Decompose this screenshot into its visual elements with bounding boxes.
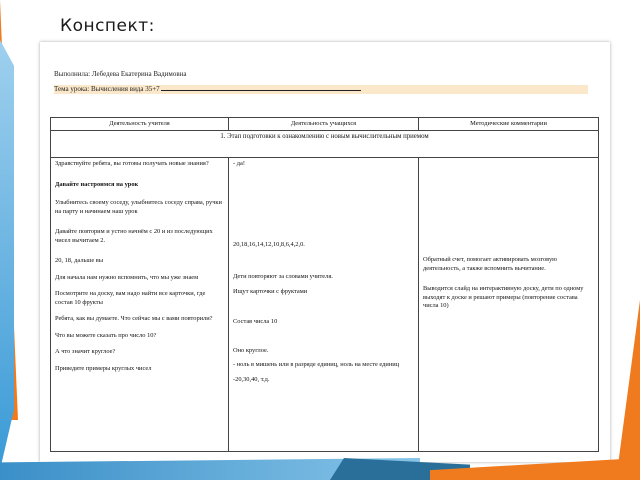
comment-item: Выводится слайд на интерактивную доску, дети по одному выходят к доске и решают примеры (повторение состава числа 10) [423, 285, 584, 309]
topic-line [54, 85, 588, 94]
header-comments: Методические комментарии [419, 118, 599, 131]
students-cell [229, 158, 419, 452]
document-page [40, 42, 610, 462]
student-item: Состав числа 10 [233, 318, 278, 325]
comment-item: Обратный счет, помогает активировать мозговую деятельность, а также вспомнить вычитание. [423, 256, 557, 272]
student-item: -20,30,40, т.д. [233, 375, 270, 383]
teacher-item: Улыбнитесь своему соседу, улыбнитесь соседу справа, ручки на парту и начинаем наш урок [55, 199, 222, 215]
student-item: 20,18,16,14,12,10,8,6,4,2,0. [233, 240, 305, 248]
teacher-item: Приведите примеры круглых чисел [55, 364, 152, 372]
stage-title: 1. Этап подготовки к ознакомлению с новым вычислительным приемом [51, 131, 599, 158]
teacher-item: Ребята, как вы думаете. Что сейчас мы с вами повторили? [55, 315, 213, 322]
teacher-item: А что значит круглое? [55, 348, 116, 355]
slide-title: Конспект: [60, 16, 155, 36]
table-row [51, 158, 599, 452]
comments-cell [419, 158, 599, 452]
topic-underline [161, 90, 361, 91]
header-students: Деятельность учащихся [229, 118, 419, 131]
student-item: Дети повторяют за словами учителя. [233, 273, 333, 280]
decor-left-blue-shape [0, 40, 14, 470]
teacher-item: Для начала нам нужно вспомнить, что мы уже знаем [55, 273, 199, 281]
teacher-item: Давайте настроимся на урок [55, 180, 139, 188]
teacher-item: Что вы можете сказать про число 10? [55, 331, 157, 339]
stage-row [51, 131, 599, 158]
header-teacher: Деятельность учителя [51, 118, 229, 131]
student-item: - ноль в мишень или в разряде единиц, ноль на месте единиц [233, 361, 400, 368]
teacher-item: Здравствуйте ребята, вы готовы получать новые знания? [55, 160, 209, 167]
topic-text: Тема урока: Вычисления вида 35+7 [54, 85, 160, 93]
teacher-item: Давайте повторим и устно начнём с 20 и из последующих чисел вычитаем 2. [55, 228, 213, 244]
author-line: Выполнила: Лебедева Екатерина Вадимовна [54, 70, 187, 78]
decor-right-orange-shape [616, 300, 640, 480]
teacher-item: 20, 18, дальше вы [55, 257, 104, 264]
teacher-cell [51, 158, 229, 452]
table-header-row [51, 118, 599, 131]
lesson-plan-table [50, 117, 599, 452]
teacher-item: Посмотрите на доску, вам надо найти все карточки, где состав 10 фрукты [55, 290, 206, 306]
student-item: Оно круглое. [233, 346, 269, 354]
student-item: Ищут карточки с фруктами [233, 287, 308, 295]
student-item: - да! [233, 160, 245, 167]
